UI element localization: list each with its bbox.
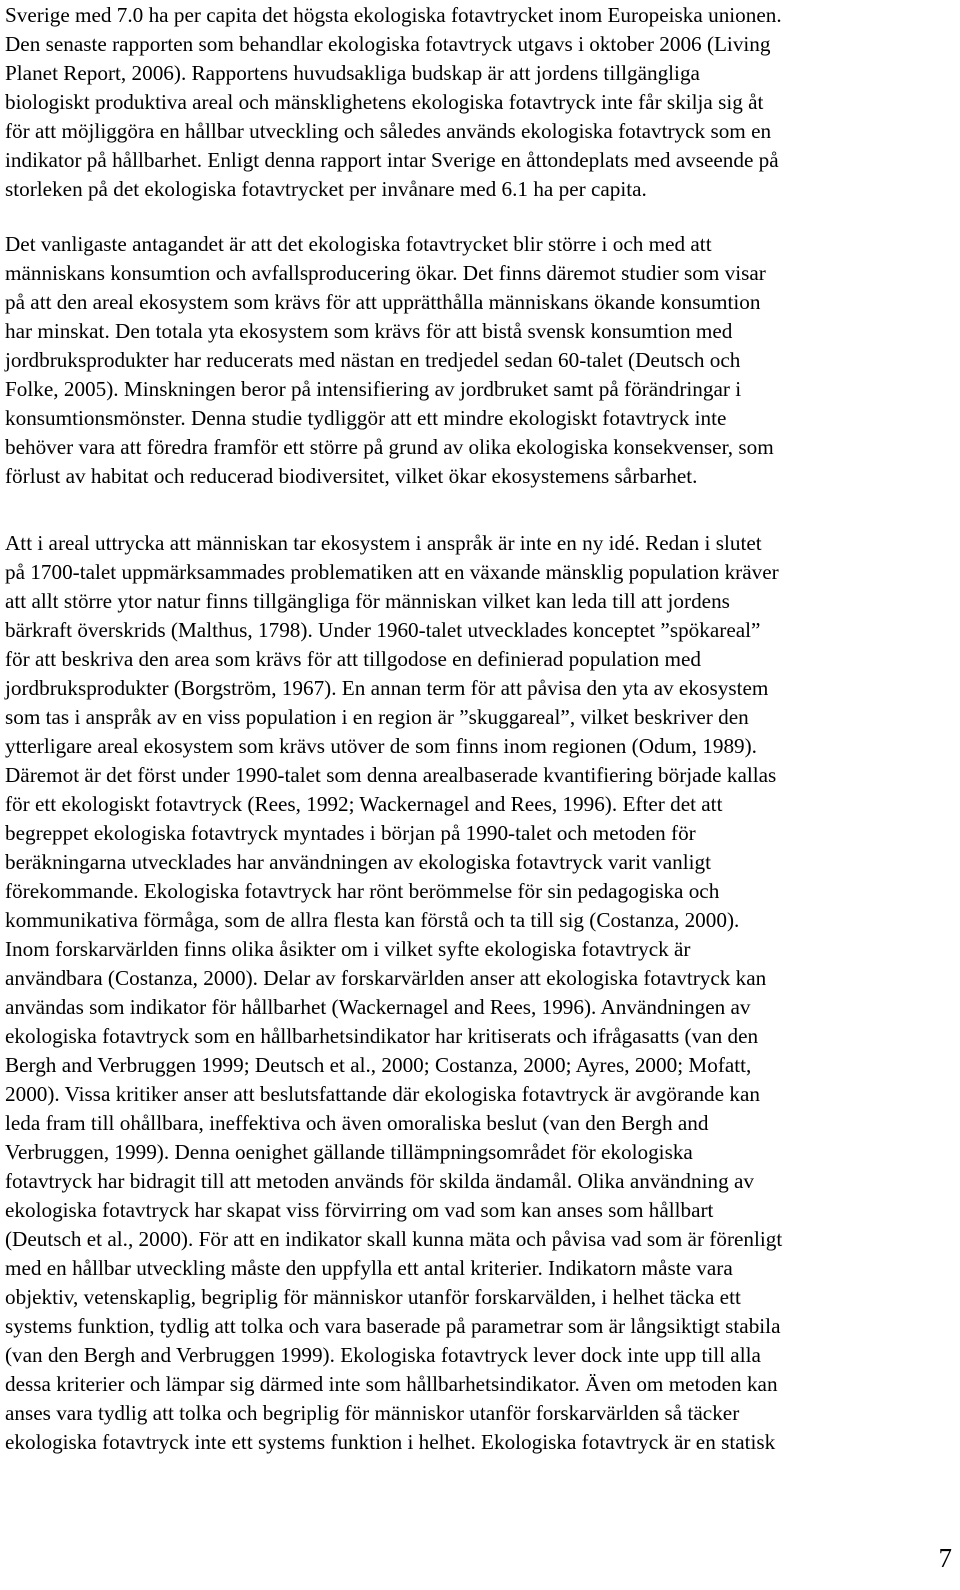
- text-line: behöver vara att föredra framför ett större på grund av olika ekologiska konsekvenser, som: [5, 435, 774, 459]
- text-line: med en hållbar utveckling måste den uppfylla ett antal kriterier. Indikatorn måste vara: [5, 1256, 733, 1280]
- text-line: Inom forskarvärlden finns olika åsikter om i vilket syfte ekologiska fotavtryck är: [5, 937, 691, 961]
- text-line: ekologiska fotavtryck inte ett systems funktion i helhet. Ekologiska fotavtryck är en statisk: [5, 1430, 776, 1454]
- text-line: för att beskriva den area som krävs för att tillgodose en definierad population med: [5, 647, 702, 671]
- text-line: användbara (Costanza, 2000). Delar av forskarvärlden anser att ekologiska fotavtryck kan: [5, 966, 767, 990]
- text-line: bärkraft överskrids (Malthus, 1798). Under 1960-talet utvecklades konceptet ”spökareal”: [5, 618, 761, 642]
- paragraph-2: [5, 230, 774, 491]
- text-line: människans konsumtion och avfallsproducering ökar. Det finns däremot studier som visar: [5, 261, 766, 285]
- text-line: 2000). Vissa kritiker anser att beslutsfattande där ekologiska fotavtryck är avgörande kan: [5, 1082, 760, 1106]
- text-line: (Deutsch et al., 2000). För att en indikator skall kunna mäta och påvisa vad som är förenligt: [5, 1227, 783, 1251]
- text-line: att allt större ytor natur finns tillgängliga för människan vilket kan leda till att jordens: [5, 589, 730, 613]
- text-line: systems funktion, tydlig att tolka och vara baserade på parametrar som är långsiktigt stabila: [5, 1314, 781, 1338]
- text-line: kommunikativa förmåga, som de allra flesta kan förstå och ta till sig (Costanza, 2000).: [5, 908, 740, 932]
- text-line: Folke, 2005). Minskningen beror på intensifiering av jordbruket samt på förändringar i: [5, 377, 742, 401]
- text-line: förekommande. Ekologiska fotavtryck har rönt berömmelse för sin pedagogiska och: [5, 879, 720, 903]
- text-line: förlust av habitat och reducerad biodiversitet, vilket ökar ekosystemens sårbarhet.: [5, 464, 698, 488]
- text-line: (van den Bergh and Verbruggen 1999). Ekologiska fotavtryck lever dock inte upp till alla: [5, 1343, 761, 1367]
- text-line: för ett ekologiskt fotavtryck (Rees, 1992; Wackernagel and Rees, 1996). Efter det att: [5, 792, 723, 816]
- text-line: begreppet ekologiska fotavtryck myntades i början på 1990-talet och metoden för: [5, 821, 696, 845]
- text-line: på att den areal ekosystem som krävs för att upprätthålla människans ökande konsumtion: [5, 290, 761, 314]
- text-line: för att möjliggöra en hållbar utveckling och således används ekologiska fotavtryck som en: [5, 119, 772, 143]
- text-line: Sverige med 7.0 ha per capita det högsta ekologiska fotavtrycket inom Europeiska unionen.: [5, 3, 782, 27]
- text-line: Det vanligaste antagandet är att det ekologiska fotavtrycket blir större i och med att: [5, 232, 712, 256]
- text-line: fotavtryck har bidragit till att metoden används för skilda ändamål. Olika användning av: [5, 1169, 754, 1193]
- text-line: konsumtionsmönster. Denna studie tydliggör att ett mindre ekologiskt fotavtryck inte: [5, 406, 727, 430]
- text-line: Verbruggen, 1999). Denna oenighet gällande tillämpningsområdet för ekologiska: [5, 1140, 693, 1164]
- text-line: användas som indikator för hållbarhet (Wackernagel and Rees, 1996). Användningen av: [5, 995, 751, 1019]
- text-line: Planet Report, 2006). Rapportens huvudsakliga budskap är att jordens tillgängliga: [5, 61, 700, 85]
- page-number: 7: [938, 1543, 952, 1573]
- text-line: Däremot är det först under 1990-talet som denna arealbaserade kvantifiering började kallas: [5, 763, 777, 787]
- text-line: ekologiska fotavtryck har skapat viss förvirring om vad som kan anses som hållbart: [5, 1198, 714, 1222]
- text-line: har minskat. Den totala yta ekosystem som krävs för att bistå svensk konsumtion med: [5, 319, 733, 343]
- text-line: ytterligare areal ekosystem som krävs utöver de som finns inom regionen (Odum, 1989).: [5, 734, 757, 758]
- text-line: biologiskt produktiva areal och mänsklighetens ekologiska fotavtryck inte får skilja sig åt: [5, 90, 764, 114]
- text-line: på 1700-talet uppmärksammades problematiken att en växande mänsklig population kräver: [5, 560, 779, 584]
- text-line: beräkningarna utvecklades har användningen av ekologiska fotavtryck varit vanligt: [5, 850, 711, 874]
- text-line: indikator på hållbarhet. Enligt denna rapport intar Sverige en åttondeplats med avseende på: [5, 148, 779, 172]
- text-line: jordbruksprodukter (Borgström, 1967). En annan term för att påvisa den yta av ekosystem: [5, 676, 769, 700]
- text-line: anses vara tydlig att tolka och begriplig för människor utanför forskarvärlden så täcker: [5, 1401, 740, 1425]
- text-line: objektiv, vetenskaplig, begriplig för människor utanför forskarvälden, i helhet täcka ett: [5, 1285, 741, 1309]
- text-line: Den senaste rapporten som behandlar ekologiska fotavtryck utgavs i oktober 2006 (Living: [5, 32, 771, 56]
- text-line: Bergh and Verbruggen 1999; Deutsch et al., 2000; Costanza, 2000; Ayres, 2000; Mofatt,: [5, 1053, 752, 1077]
- text-line: som tas i anspråk av en viss population i en region är ”skuggareal”, vilket beskriver den: [5, 705, 749, 729]
- text-line: ekologiska fotavtryck som en hållbarhetsindikator har kritiserats och ifrågasatts (van den: [5, 1024, 759, 1048]
- text-line: dessa kriterier och lämpar sig därmed inte som hållbarhetsindikator. Även om metoden kan: [5, 1372, 778, 1396]
- paragraph-3: [5, 529, 782, 1457]
- text-line: leda fram till ohållbara, ineffektiva och även omoraliska beslut (van den Bergh and: [5, 1111, 709, 1135]
- text-line: jordbruksprodukter har reducerats med nästan en tredjedel sedan 60-talet (Deutsch och: [5, 348, 741, 372]
- text-line: Att i areal uttrycka att människan tar ekosystem i anspråk är inte en ny idé. Redan i slutet: [5, 531, 762, 555]
- text-line: storleken på det ekologiska fotavtrycket per invånare med 6.1 ha per capita.: [5, 177, 647, 201]
- paragraph-1: [5, 1, 782, 204]
